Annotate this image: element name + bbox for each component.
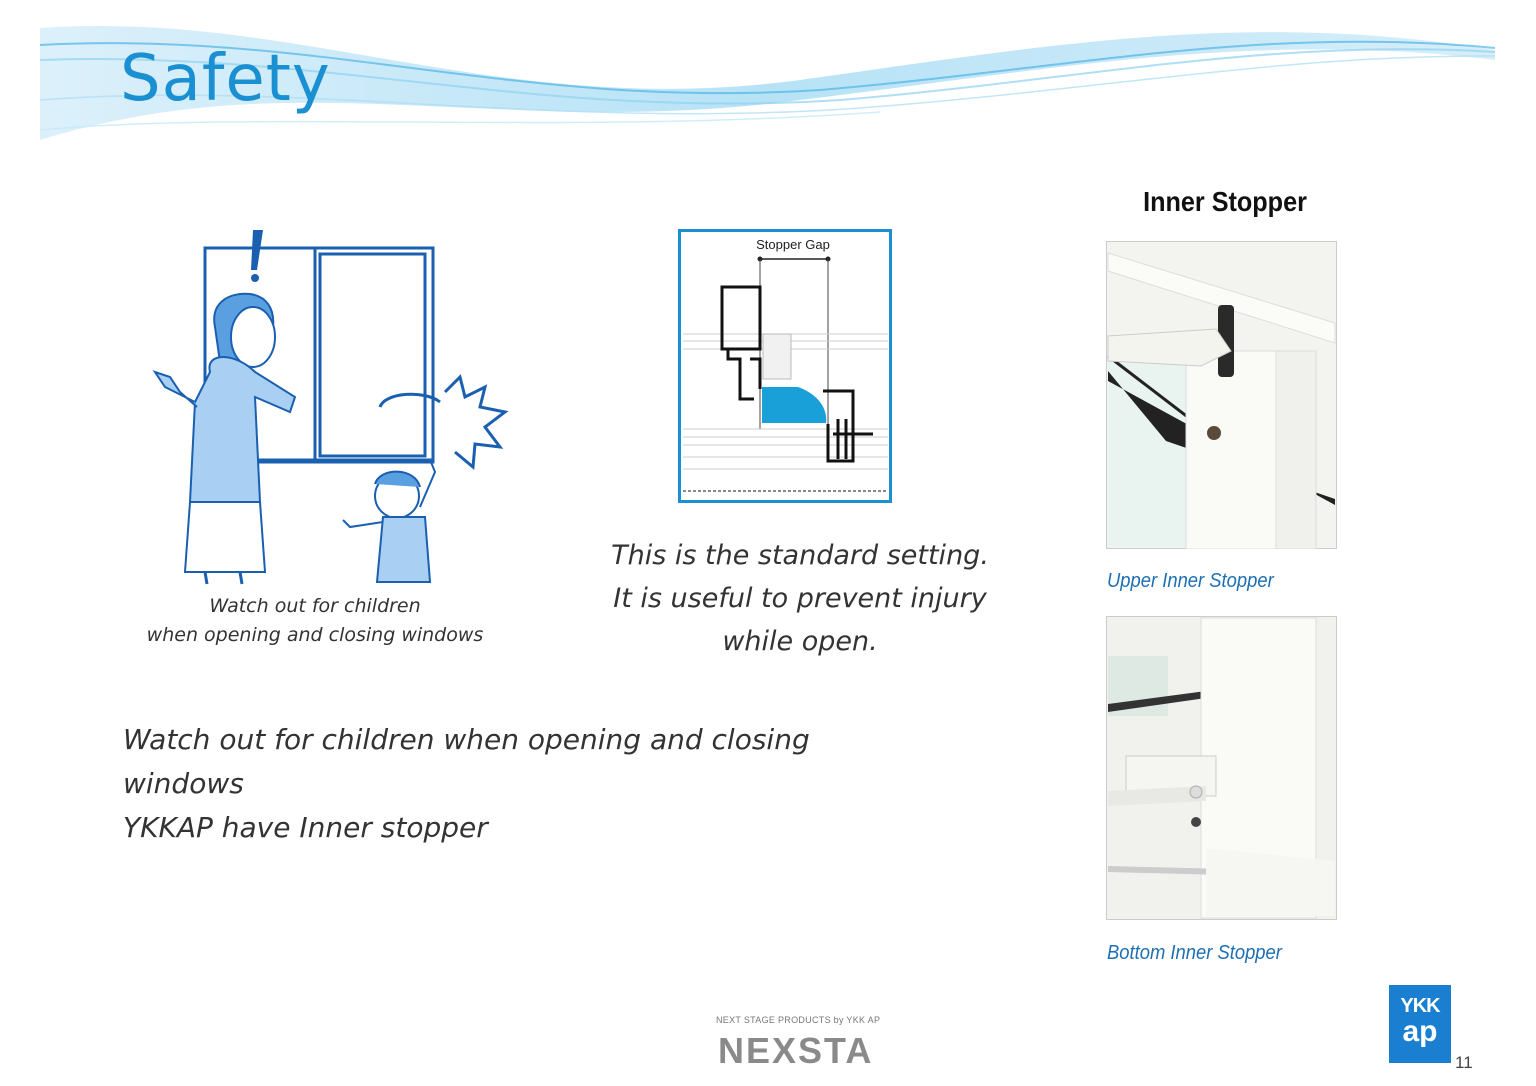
page-number: 11: [1455, 1053, 1473, 1072]
body-text-line: Watch out for children when opening and closing: [123, 723, 810, 756]
illustration-caption-line: Watch out for children: [209, 595, 421, 617]
window-safety-illustration: [135, 222, 525, 587]
nexsta-logo: NEXSTA: [718, 1030, 874, 1071]
illustration-caption: [120, 592, 510, 650]
page-title: Safety: [120, 42, 331, 116]
diagram-caption-line: This is the standard setting.: [611, 540, 989, 571]
illustration-caption-line: when opening and closing windows: [146, 624, 484, 646]
bottom-stopper-caption: Bottom Inner Stopper: [1107, 942, 1282, 964]
inner-stopper-title: Inner Stopper: [1143, 186, 1307, 217]
stopper-gap-diagram: [678, 229, 892, 503]
diagram-label: Stopper Gap: [756, 237, 830, 252]
body-text: [123, 718, 923, 850]
brand-tagline: NEXT STAGE PRODUCTS by YKK AP: [716, 1015, 881, 1025]
logo-line: ap: [1402, 1015, 1438, 1048]
diagram-caption: [570, 534, 1030, 663]
logo-line: YKK: [1400, 995, 1440, 1017]
diagram-caption-line: while open.: [722, 626, 878, 657]
body-text-line: YKKAP have Inner stopper: [123, 811, 488, 844]
upper-inner-stopper-photo: [1106, 241, 1337, 549]
diagram-caption-line: It is useful to prevent injury: [613, 583, 987, 614]
bottom-inner-stopper-photo: [1106, 616, 1337, 920]
body-text-line: windows: [123, 767, 244, 800]
upper-stopper-caption: Upper Inner Stopper: [1107, 570, 1274, 592]
ykk-ap-logo: [1389, 985, 1451, 1063]
